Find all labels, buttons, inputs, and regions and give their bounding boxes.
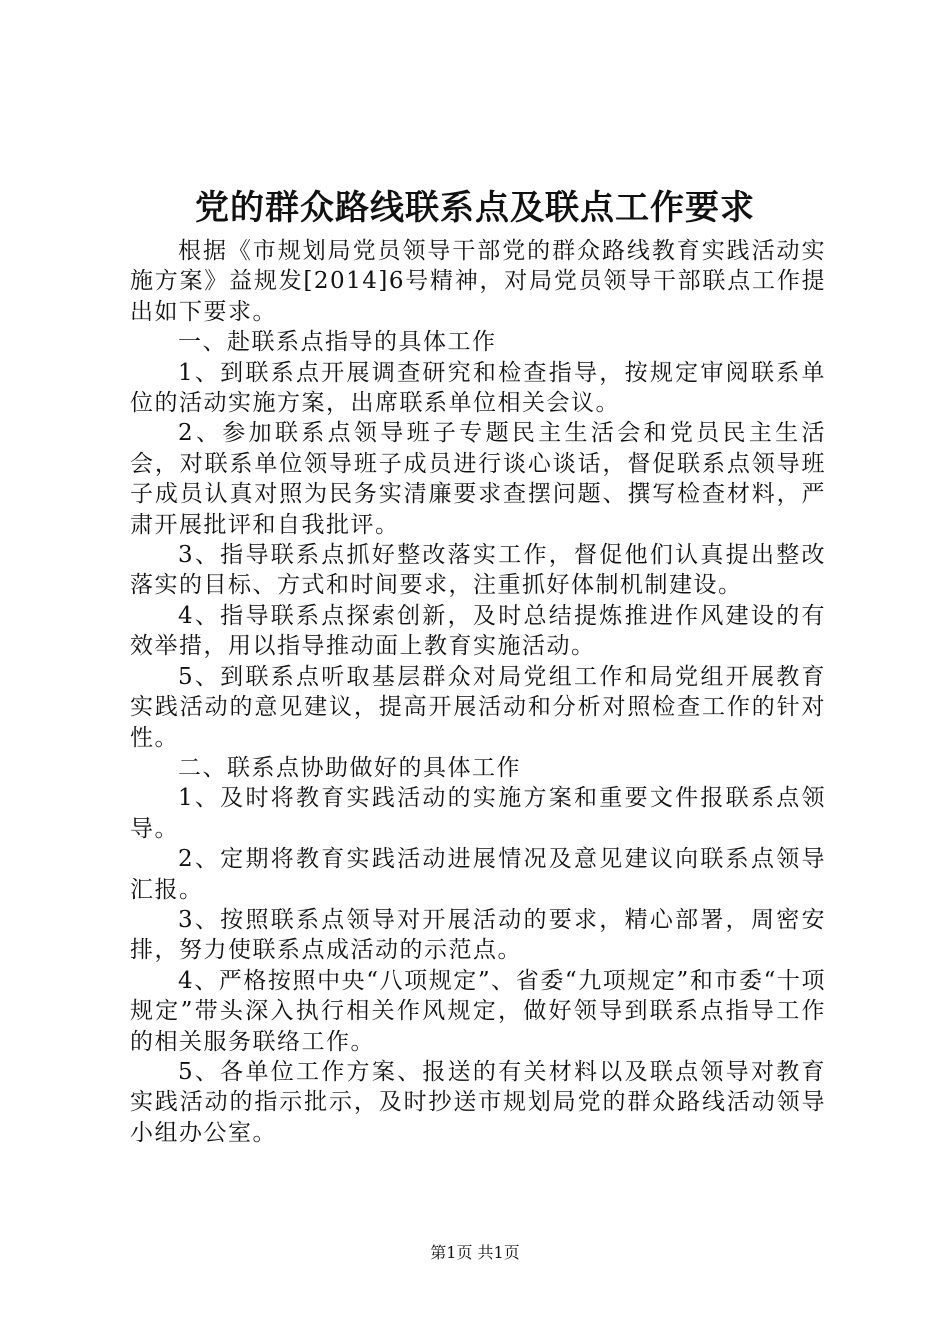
section-2-item-4: 4、严格按照中央“八项规定”、省委“九项规定”和市委“十项规定”带头深入执行相关作风规定，做好领导到联系点指导工作的相关服务联络工作。: [130, 967, 826, 1055]
section-1-item-1: 1、到联系点开展调查研究和检查指导，按规定审阅联系单位的活动实施方案，出席联系单位相关会议。: [130, 359, 826, 417]
document-body: [130, 236, 826, 1148]
document-title: 党的群众路线联系点及联点工作要求: [195, 188, 755, 228]
section-1-item-2: 2、参加联系点领导班子专题民主生活会和党员民主生活会，对联系单位领导班子成员进行谈心谈话，督促联系点领导班子成员认真对照为民务实清廉要求查摆问题、撰写检查材料，严肃开展批评和自我批评。: [130, 420, 826, 538]
section-heading-2: 二、联系点协助做好的具体工作: [178, 754, 521, 781]
section-1-item-3: 3、指导联系点抓好整改落实工作，督促他们认真提出整改落实的目标、方式和时间要求，注重抓好体制机制建设。: [130, 542, 826, 599]
section-2-item-1: 1、及时将教育实践活动的实施方案和重要文件报联系点领导。: [130, 785, 826, 842]
section-1-item-5: 5、到联系点听取基层群众对局党组工作和局党组开展教育实践活动的意见建议，提高开展活动和分析对照检查工作的针对性。: [130, 663, 826, 751]
section-1-item-4: 4、指导联系点探索创新，及时总结提炼推进作风建设的有效举措，用以指导推动面上教育实施活动。: [130, 602, 826, 660]
intro-paragraph: 根据《市规划局党员领导干部党的群众路线教育实践活动实施方案》益规发[2014]6号精神，对局党员领导干部联点工作提出如下要求。: [130, 238, 826, 325]
page-number-footer: 第1页 共1页: [430, 1243, 520, 1262]
section-2-item-2: 2、定期将教育实践活动进展情况及意见建议向联系点领导汇报。: [130, 846, 826, 903]
section-heading-1: 一、赴联系点指导的具体工作: [178, 329, 497, 356]
section-2-item-5: 5、各单位工作方案、报送的有关材料以及联点领导对教育实践活动的指示批示，及时抄送市规划局党的群众路线活动领导小组办公室。: [130, 1058, 826, 1146]
section-2-item-3: 3、按照联系点领导对开展活动的要求，精心部署，周密安排，努力使联系点成活动的示范点。: [130, 906, 826, 964]
